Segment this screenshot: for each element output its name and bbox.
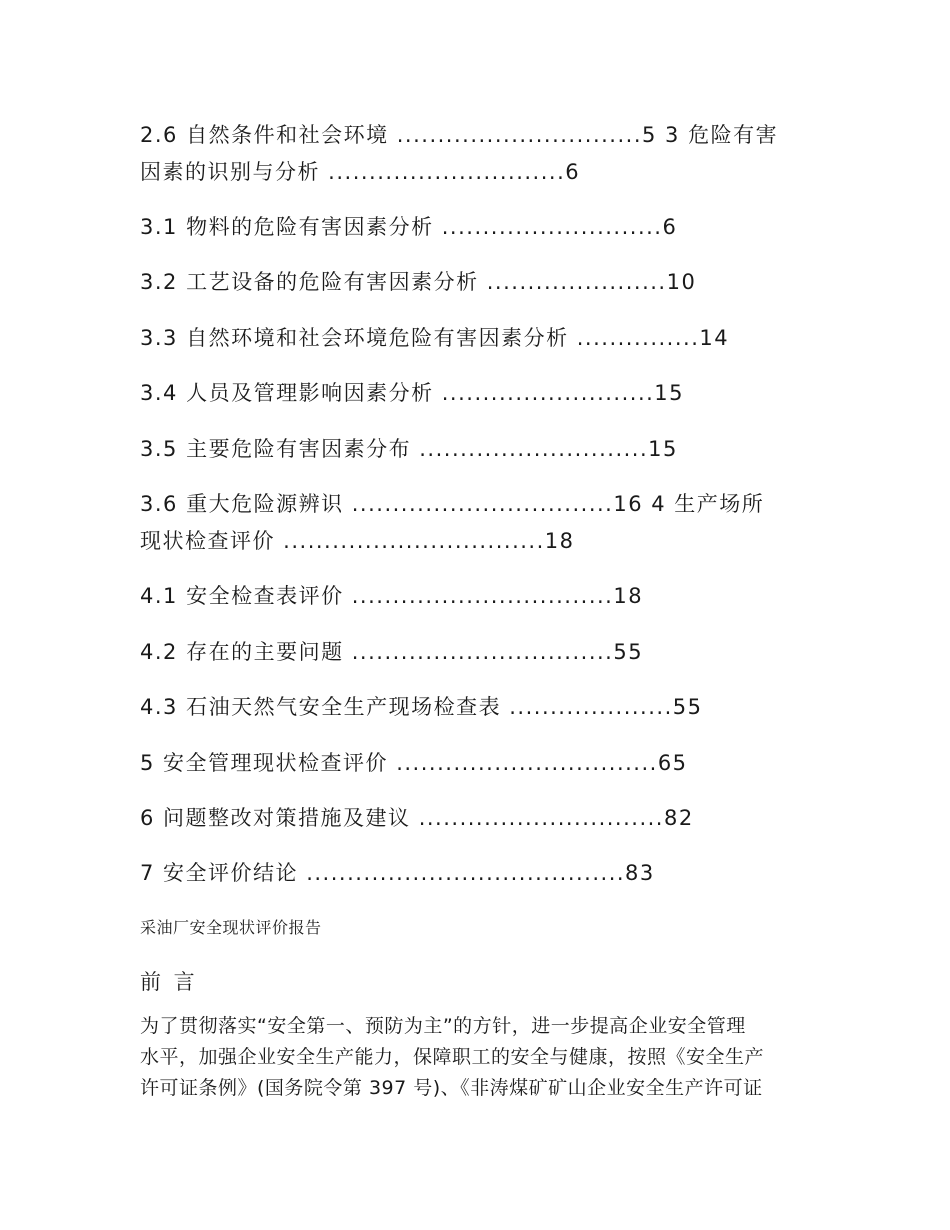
toc-entry-3-cont: 因素的识别与分析 .............................6 xyxy=(140,160,581,184)
toc-entry-2-6: 2.6 自然条件和社会环境 ..............................5 3 危险有害 xyxy=(140,123,779,147)
report-title: 采油厂安全现状评价报告 xyxy=(140,918,322,937)
toc-entry-3-5: 3.5 主要危险有害因素分布 ............................15 xyxy=(140,437,678,461)
toc-entry-4-2: 4.2 存在的主要问题 ................................55 xyxy=(140,640,644,664)
toc-entry-7: 7 安全评价结论 .......................................83 xyxy=(140,861,655,885)
toc-entry-6: 6 问题整改对策措施及建议 ..............................82 xyxy=(140,806,694,830)
preface-heading: 前 言 xyxy=(140,970,198,994)
preface-paragraph-line: 水平，加强企业安全生产能力，保障职工的安全与健康，按照《安全生产 xyxy=(140,1046,765,1068)
preface-paragraph-line: 为了贯彻落实“安全第一、预防为主”的方针，进一步提高企业安全管理 xyxy=(140,1015,746,1037)
toc-entry-4-cont: 现状检查评价 ................................18 xyxy=(140,529,575,553)
toc-entry-3-6: 3.6 重大危险源辨识 ................................16 4 生产场所 xyxy=(140,492,765,516)
preface-paragraph-line: 许可证条例》(国务院令第 397 号)、《非涛煤矿矿山企业安全生产许可证 xyxy=(140,1077,763,1099)
toc-entry-3-2: 3.2 工艺设备的危险有害因素分析 ......................10 xyxy=(140,270,697,294)
toc-entry-4-1: 4.1 安全检查表评价 ................................18 xyxy=(140,584,644,608)
toc-entry-3-4: 3.4 人员及管理影响因素分析 ..........................15 xyxy=(140,381,685,405)
toc-entry-3-1: 3.1 物料的危险有害因素分析 ...........................6 xyxy=(140,215,678,239)
toc-entry-4-3: 4.3 石油天然气安全生产现场检查表 ....................55 xyxy=(140,695,703,719)
toc-entry-3-3: 3.3 自然环境和社会环境危险有害因素分析 ...............14 xyxy=(140,326,730,350)
toc-entry-5: 5 安全管理现状检查评价 ................................65 xyxy=(140,751,688,775)
